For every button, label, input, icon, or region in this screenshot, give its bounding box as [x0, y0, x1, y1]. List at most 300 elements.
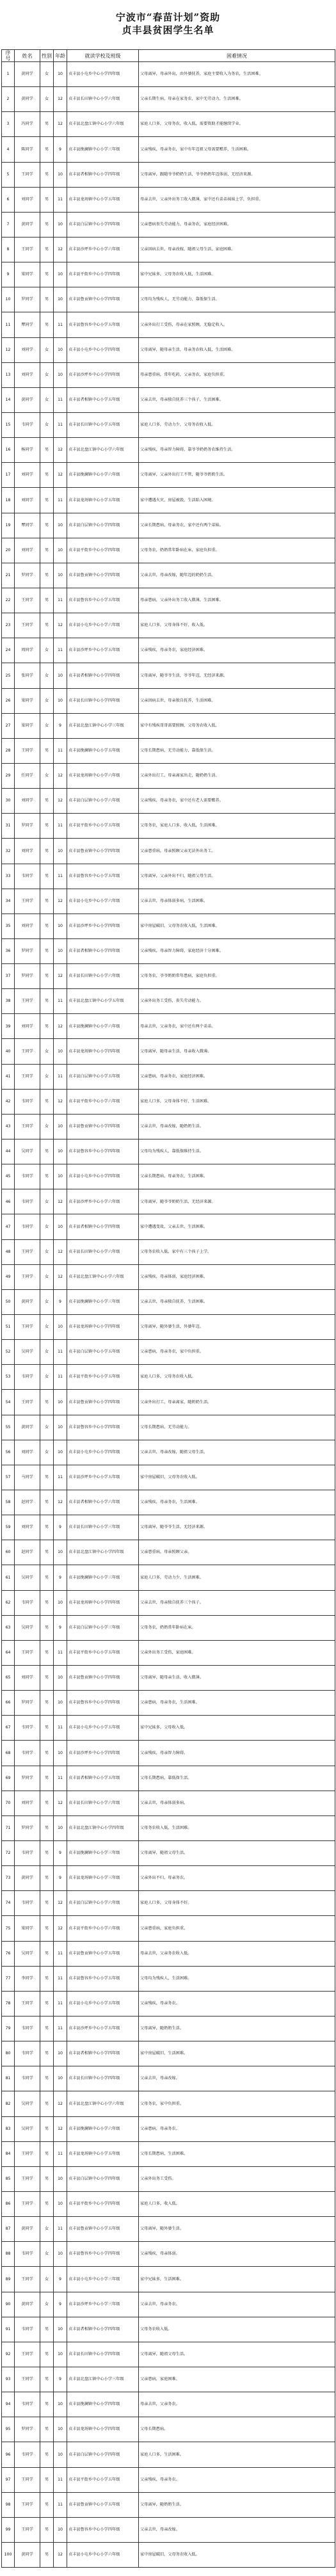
header-age: 年龄 [54, 50, 67, 62]
cell-hardship: 家庭人口多，生活困难。 [139, 2442, 335, 2467]
table-row [2, 337, 335, 362]
cell-hardship: 父亲去世，母亲改嫁，随年迈的奶奶生活。 [139, 563, 335, 588]
cell-name: 刘同学 [15, 463, 40, 488]
cell-school: 贞丰县鲁贡镇中心小学五年级 [67, 2217, 139, 2242]
cell-seq: 95 [2, 2417, 15, 2442]
cell-gender: 女 [40, 1039, 54, 1064]
cell-hardship: 父亲去世，母亲体弱多病，生活困难。 [139, 889, 335, 914]
cell-name: 赵同学 [15, 1540, 40, 1565]
cell-gender: 女 [40, 1064, 54, 1089]
cell-school: 贞丰县鲁容乡中心小学五年级 [67, 588, 139, 613]
cell-school: 贞丰县鲁贡镇中心小学四年级 [67, 287, 139, 312]
cell-school: 贞丰县长田镇中心小学四年级 [67, 2342, 139, 2367]
cell-age: 11 [54, 387, 67, 412]
cell-gender: 男 [40, 1465, 54, 1490]
cell-school: 贞丰县鲁容乡中心小学五年级 [67, 864, 139, 889]
cell-age: 10 [54, 563, 67, 588]
cell-age: 12 [54, 438, 67, 463]
cell-school: 贞丰县挽澜镇中心小学六年级 [67, 463, 139, 488]
cell-gender: 男 [40, 1540, 54, 1565]
cell-seq: 96 [2, 2442, 15, 2467]
cell-school: 贞丰县鲁贡镇中心小学五年级 [67, 2492, 139, 2517]
cell-seq: 52 [2, 1340, 15, 1365]
cell-seq: 53 [2, 1365, 15, 1390]
cell-seq: 11 [2, 312, 15, 337]
cell-name: 刘同学 [15, 1791, 40, 1815]
cell-hardship: 家中房屋破旧，父母务农收入低。 [139, 2542, 335, 2567]
cell-age: 11 [54, 2016, 67, 2041]
cell-seq: 62 [2, 1590, 15, 1615]
cell-name: 杨同学 [15, 438, 40, 463]
table-row [2, 2367, 335, 2392]
table-row [2, 2317, 335, 2342]
table-row [2, 2166, 335, 2191]
cell-age: 9 [54, 1515, 67, 1540]
cell-name: 韦同学 [15, 1089, 40, 1114]
cell-gender: 男 [40, 287, 54, 312]
table-row [2, 1691, 335, 1716]
cell-school: 贞丰县长田镇中心小学三年级 [67, 1515, 139, 1540]
cell-hardship: 父母务农，家中负担重。 [139, 2091, 335, 2116]
cell-school: 贞丰县北盘江镇中心小学六年级 [67, 438, 139, 463]
cell-hardship: 家庭人口多，父母身体不好。 [139, 1891, 335, 1916]
table-row [2, 613, 335, 638]
cell-age: 11 [54, 2141, 67, 2166]
cell-seq: 7 [2, 212, 15, 237]
table-row [2, 387, 335, 412]
cell-seq: 19 [2, 513, 15, 538]
cell-age: 10 [54, 2242, 67, 2267]
cell-school: 贞丰县小屯乡中心小学四年级 [67, 62, 139, 87]
cell-seq: 54 [2, 1390, 15, 1415]
cell-gender: 男 [40, 1014, 54, 1039]
cell-gender: 男 [40, 2417, 54, 2442]
cell-seq: 73 [2, 1866, 15, 1891]
cell-seq: 17 [2, 463, 15, 488]
cell-gender: 女 [40, 1415, 54, 1440]
document-header [0, 0, 336, 47]
cell-seq: 13 [2, 362, 15, 387]
cell-gender: 男 [40, 1691, 54, 1716]
table-row [2, 62, 335, 87]
cell-gender: 男 [40, 2542, 54, 2567]
cell-age: 10 [54, 1540, 67, 1565]
cell-hardship: 父亲患病，母亲务农，生活困难。 [139, 1691, 335, 1716]
table-row [2, 1315, 335, 1340]
cell-school: 贞丰县北盘江镇中心小学六年级 [67, 1264, 139, 1289]
table-row [2, 2242, 335, 2267]
cell-hardship: 父亲患重病，母亲照顾父亲。 [139, 1540, 335, 1565]
cell-name: 韦同学 [15, 1214, 40, 1239]
roster-table [1, 49, 335, 2568]
cell-age: 12 [54, 1014, 67, 1039]
cell-hardship: 父母务农收入低。 [139, 2317, 335, 2342]
table-row [2, 1666, 335, 1691]
cell-age: 12 [54, 964, 67, 989]
cell-seq: 90 [2, 2292, 15, 2317]
cell-gender: 男 [40, 613, 54, 638]
table-row [2, 1289, 335, 1314]
table-row [2, 162, 335, 187]
cell-age: 10 [54, 2517, 67, 2542]
cell-name: 罗同学 [15, 1766, 40, 1791]
table-row [2, 2467, 335, 2492]
cell-age: 10 [54, 2392, 67, 2417]
table-row [2, 2542, 335, 2567]
cell-hardship: 母亲去世，父亲务农收入低。 [139, 1941, 335, 1966]
cell-school: 贞丰县小屯乡中心小学四年级 [67, 337, 139, 362]
table-row [2, 1490, 335, 1515]
table-row [2, 2041, 335, 2066]
cell-gender: 男 [40, 2116, 54, 2141]
cell-school: 贞丰县北盘江镇中心小学四年级 [67, 1815, 139, 1840]
cell-hardship: 父亲患病，母亲务农。 [139, 2116, 335, 2141]
cell-age: 12 [54, 763, 67, 788]
table-row [2, 1139, 335, 1164]
cell-seq: 3 [2, 112, 15, 137]
cell-seq: 16 [2, 438, 15, 463]
table-row [2, 2091, 335, 2116]
cell-name: 王同学 [15, 1991, 40, 2016]
cell-school: 贞丰县者相镇中心小学四年级 [67, 938, 139, 963]
cell-name: 黄同学 [15, 2217, 40, 2242]
cell-gender: 女 [40, 2217, 54, 2242]
table-row [2, 1815, 335, 1840]
table-row [2, 538, 335, 563]
cell-school: 贞丰县沙坪乡中心小学五年级 [67, 1465, 139, 1490]
cell-seq: 87 [2, 2217, 15, 2242]
cell-name: 王同学 [15, 2367, 40, 2392]
cell-age: 11 [54, 1064, 67, 1089]
cell-hardship: 父母离异，随母亲生活，母亲收入微薄。 [139, 1039, 335, 1064]
cell-hardship: 父母离异，随奶奶生活。 [139, 2492, 335, 2517]
cell-age: 10 [54, 2166, 67, 2191]
cell-age: 11 [54, 1640, 67, 1665]
table-row [2, 87, 335, 112]
cell-school: 贞丰县平街乡中心小学四年级 [67, 2191, 139, 2216]
cell-hardship: 母亲去世，父亲务农。 [139, 2392, 335, 2417]
cell-seq: 99 [2, 2517, 15, 2542]
cell-seq: 35 [2, 914, 15, 938]
cell-name: 王同学 [15, 2492, 40, 2517]
cell-gender: 男 [40, 2367, 54, 2392]
cell-name: 王同学 [15, 2517, 40, 2542]
cell-gender: 男 [40, 839, 54, 864]
cell-school: 贞丰县挽澜镇中心小学四年级 [67, 2392, 139, 2417]
cell-seq: 56 [2, 1440, 15, 1465]
cell-hardship: 父亲外出打工受伤，母亲在家照顾，无稳定收入。 [139, 312, 335, 337]
cell-name: 刘同学 [15, 1666, 40, 1691]
cell-seq: 4 [2, 137, 15, 162]
cell-seq: 28 [2, 738, 15, 763]
table-row [2, 1390, 335, 1415]
cell-seq: 64 [2, 1640, 15, 1665]
table-row [2, 2116, 335, 2141]
table-row [2, 1039, 335, 1064]
cell-name: 韦同学 [15, 1840, 40, 1865]
cell-age: 12 [54, 1089, 67, 1114]
cell-name: 马同学 [15, 1465, 40, 1490]
cell-hardship: 父亲因病去世，母亲独自抚养，生活困难。 [139, 688, 335, 713]
cell-age: 12 [54, 1791, 67, 1815]
cell-gender: 男 [40, 312, 54, 337]
cell-age: 12 [54, 2542, 67, 2567]
cell-hardship: 父母均为残疾人，生活困难。 [139, 1966, 335, 1991]
cell-gender: 女 [40, 387, 54, 412]
cell-hardship: 父亲去世，母亲独自抚养三个孩子，生活困难。 [139, 387, 335, 412]
header-name: 姓名 [15, 50, 40, 62]
cell-age: 10 [54, 337, 67, 362]
table-row [2, 112, 335, 137]
cell-school: 贞丰县长田镇中心小学六年级 [67, 87, 139, 112]
cell-gender: 男 [40, 2392, 54, 2417]
document-title: 宁波市“春苗计划”资助 [115, 12, 221, 23]
cell-gender: 男 [40, 1766, 54, 1791]
cell-seq: 86 [2, 2191, 15, 2216]
cell-hardship: 父母长期患病，无劳动能力，靠低保生活。 [139, 738, 335, 763]
table-row [2, 1214, 335, 1239]
table-row [2, 2217, 335, 2242]
cell-name: 王同学 [15, 1264, 40, 1289]
cell-seq: 46 [2, 1189, 15, 1214]
cell-hardship: 父母离异，随母亲生活，母亲务农收入低，生活困难。 [139, 337, 335, 362]
cell-name: 王同学 [15, 237, 40, 262]
cell-seq: 18 [2, 488, 15, 513]
document-subtitle: 贞丰县贫困学生名单 [122, 24, 214, 36]
cell-name: 韦同学 [15, 1891, 40, 1916]
cell-gender: 男 [40, 1866, 54, 1891]
table-row [2, 763, 335, 788]
cell-hardship: 父亲残疾，母亲体弱。 [139, 2242, 335, 2267]
cell-hardship: 父母务农，奶奶常年卧病在床，家庭负担重。 [139, 538, 335, 563]
cell-school: 贞丰县北盘江镇中心小学三年级 [67, 713, 139, 738]
cell-hardship: 父亲残疾，母亲体弱，家庭经济困难。 [139, 1264, 335, 1289]
cell-school: 贞丰县者相镇中心小学五年级 [67, 1766, 139, 1791]
cell-hardship: 家庭人口多，父母身体不好，生活困难。 [139, 1089, 335, 1114]
cell-school: 贞丰县北盘江镇中心小学四年级 [67, 1540, 139, 1565]
cell-name: 王同学 [15, 1114, 40, 1139]
cell-seq: 39 [2, 1014, 15, 1039]
table-row [2, 713, 335, 738]
cell-age: 10 [54, 2191, 67, 2216]
cell-hardship: 家庭人口多，劳动力少，父母务农收入低。 [139, 412, 335, 437]
cell-name: 罗同学 [15, 2417, 40, 2442]
cell-gender: 女 [40, 688, 54, 713]
cell-age: 11 [54, 1966, 67, 1991]
cell-age: 10 [54, 2442, 67, 2467]
cell-school: 贞丰县者相镇中心小学四年级 [67, 663, 139, 688]
cell-school: 贞丰县长田镇中心小学四年级 [67, 2066, 139, 2091]
cell-gender: 男 [40, 738, 54, 763]
cell-hardship: 父亲去世，母亲改嫁，随祖父母生活。 [139, 1440, 335, 1465]
cell-gender: 男 [40, 1640, 54, 1665]
table-row [2, 2417, 335, 2442]
cell-seq: 34 [2, 889, 15, 914]
cell-gender: 男 [40, 463, 54, 488]
cell-school: 贞丰县北盘江镇中心小学六年级 [67, 2091, 139, 2116]
cell-school: 贞丰县小屯乡中心小学六年级 [67, 889, 139, 914]
cell-age: 10 [54, 938, 67, 963]
cell-school: 贞丰县挽澜镇中心小学六年级 [67, 2116, 139, 2141]
cell-age: 12 [54, 789, 67, 814]
cell-name: 覃同学 [15, 513, 40, 538]
cell-name: 黄同学 [15, 62, 40, 87]
cell-age: 10 [54, 688, 67, 713]
cell-school: 贞丰县者相镇中心小学五年级 [67, 387, 139, 412]
cell-seq: 58 [2, 1490, 15, 1515]
table-row [2, 1615, 335, 1640]
cell-gender: 女 [40, 763, 54, 788]
cell-school: 贞丰县小屯乡中心小学六年级 [67, 2542, 139, 2567]
table-row [2, 1089, 335, 1114]
cell-school: 贞丰县鲁贡镇中心小学四年级 [67, 1666, 139, 1691]
cell-school: 贞丰县鲁容乡中心小学五年级 [67, 1966, 139, 1991]
table-row [2, 1565, 335, 1590]
cell-seq: 72 [2, 1840, 15, 1865]
cell-age: 9 [54, 1866, 67, 1891]
cell-name: 韦同学 [15, 2066, 40, 2091]
cell-hardship: 父母长期患病。 [139, 2417, 335, 2442]
table-row [2, 2492, 335, 2517]
cell-name: 刘同学 [15, 1014, 40, 1039]
cell-name: 任同学 [15, 763, 40, 788]
cell-gender: 男 [40, 814, 54, 839]
cell-school: 贞丰县平街乡中心小学五年级 [67, 1640, 139, 1665]
table-row [2, 137, 335, 162]
table-row [2, 588, 335, 613]
cell-age: 11 [54, 2467, 67, 2492]
table-row [2, 1741, 335, 1766]
cell-gender: 男 [40, 1666, 54, 1691]
cell-hardship: 父母离异，母亲外出，由外婆抚养，家庭主要收入为务农，生活困难。 [139, 62, 335, 87]
cell-gender: 男 [40, 1716, 54, 1741]
cell-hardship: 父母务农，家庭人口多，收入低，生活困难。 [139, 814, 335, 839]
cell-seq: 31 [2, 814, 15, 839]
cell-school: 贞丰县者相镇中心小学四年级 [67, 1214, 139, 1239]
cell-gender: 男 [40, 2517, 54, 2542]
cell-seq: 44 [2, 1139, 15, 1164]
cell-hardship: 父母务农，爷爷奶奶常年患病，家庭负担重。 [139, 964, 335, 989]
cell-name: 韦同学 [15, 1716, 40, 1741]
cell-school: 贞丰县小屯乡中心小学五年级 [67, 1716, 139, 1741]
table-row [2, 2066, 335, 2091]
cell-hardship: 父母离异，随母亲生活，收入微薄。 [139, 1666, 335, 1691]
table-row [2, 964, 335, 989]
cell-name: 黄同学 [15, 87, 40, 112]
cell-hardship: 父亲残疾，母亲智力障碍。 [139, 1741, 335, 1766]
cell-age: 10 [54, 262, 67, 287]
cell-gender: 男 [40, 538, 54, 563]
cell-name: 韦同学 [15, 412, 40, 437]
cell-gender: 男 [40, 137, 54, 162]
cell-hardship: 母亲去世，父亲务农，家中还有两个弟弟。 [139, 1014, 335, 1039]
cell-hardship: 父亲去世，母亲体弱多病。 [139, 1791, 335, 1815]
cell-name: 吴同学 [15, 2091, 40, 2116]
cell-age: 10 [54, 1114, 67, 1139]
cell-hardship: 父母离异，随爷爷奶奶生活，无经济来源。 [139, 1189, 335, 1214]
cell-school: 贞丰县龙场镇中心小学六年级 [67, 763, 139, 788]
cell-gender: 女 [40, 362, 54, 387]
cell-gender: 女 [40, 87, 54, 112]
cell-gender: 男 [40, 2191, 54, 2216]
cell-hardship: 父亲去世，母亲独自抚养，生活困难。 [139, 1289, 335, 1314]
cell-age: 12 [54, 1490, 67, 1515]
table-row [2, 312, 335, 337]
cell-school: 贞丰县龙场镇中心小学五年级 [67, 187, 139, 212]
cell-seq: 6 [2, 187, 15, 212]
cell-seq: 49 [2, 1264, 15, 1289]
cell-age: 11 [54, 1365, 67, 1390]
cell-age: 12 [54, 1189, 67, 1214]
table-row [2, 2141, 335, 2166]
cell-hardship: 家中遭遇火灾，房屋被毁，生活陷入困境。 [139, 488, 335, 513]
cell-age: 12 [54, 87, 67, 112]
table-row [2, 488, 335, 513]
cell-name: 黄同学 [15, 387, 40, 412]
table-row [2, 2517, 335, 2542]
table-row [2, 2016, 335, 2041]
cell-hardship: 家中房屋破旧，父母务农收入低，生活困难。 [139, 914, 335, 938]
cell-name: 吴同学 [15, 1615, 40, 1640]
cell-name: 王同学 [15, 2166, 40, 2191]
cell-hardship: 家中兄妹多，父母务农收入低，生活困难。 [139, 262, 335, 287]
cell-hardship: 母亲患重病，常年吃药，父亲务农，家庭负担重。 [139, 362, 335, 387]
cell-gender: 男 [40, 2041, 54, 2066]
cell-name: 韦同学 [15, 1590, 40, 1615]
cell-gender: 男 [40, 1741, 54, 1766]
cell-hardship: 父母离异，随外婆生活，外婆年迈。 [139, 1315, 335, 1340]
cell-hardship: 父母长期患病，靠低保生活。 [139, 1766, 335, 1791]
table-row [2, 814, 335, 839]
cell-hardship: 家庭人口多，父母务农，收入低，需要资助才能继续学业。 [139, 112, 335, 137]
cell-gender: 男 [40, 1164, 54, 1189]
cell-hardship: 父母离异，跟随爷爷奶奶生活，爷爷奶奶年迈体弱，无经济来源。 [139, 162, 335, 187]
table-header-row [2, 50, 335, 62]
table-row [2, 1365, 335, 1390]
cell-seq: 20 [2, 538, 15, 563]
cell-gender: 女 [40, 337, 54, 362]
cell-hardship: 父亲外出打工，母亲离家出走，随奶奶生活。 [139, 763, 335, 788]
cell-gender: 男 [40, 1916, 54, 1941]
cell-name: 黄同学 [15, 1415, 40, 1440]
table-row [2, 1440, 335, 1465]
cell-name: 吴同学 [15, 2116, 40, 2141]
cell-school: 贞丰县鲁贡镇中心小学四年级 [67, 563, 139, 588]
cell-name: 王同学 [15, 2191, 40, 2216]
cell-hardship: 家庭人口多，父母身体不好，收入低。 [139, 613, 335, 638]
cell-age: 10 [54, 1691, 67, 1716]
table-row [2, 989, 335, 1014]
cell-hardship: 父亲去世，母亲独自抚养三个孩子。 [139, 1590, 335, 1615]
cell-gender: 男 [40, 2342, 54, 2367]
table-row [2, 212, 335, 237]
cell-school: 贞丰县白层镇中心小学四年级 [67, 2166, 139, 2191]
cell-name: 韦同学 [15, 1189, 40, 1214]
cell-gender: 男 [40, 513, 54, 538]
cell-age: 12 [54, 112, 67, 137]
cell-name: 刘同学 [15, 337, 40, 362]
cell-gender: 男 [40, 938, 54, 963]
cell-hardship: 家庭人口多，父母务农收入低。 [139, 1365, 335, 1390]
cell-seq: 77 [2, 1966, 15, 1991]
cell-age: 12 [54, 1916, 67, 1941]
cell-age: 10 [54, 513, 67, 538]
cell-seq: 78 [2, 1991, 15, 2016]
cell-name: 罗同学 [15, 938, 40, 963]
cell-age: 11 [54, 864, 67, 889]
cell-gender: 男 [40, 1941, 54, 1966]
cell-gender: 女 [40, 2267, 54, 2292]
